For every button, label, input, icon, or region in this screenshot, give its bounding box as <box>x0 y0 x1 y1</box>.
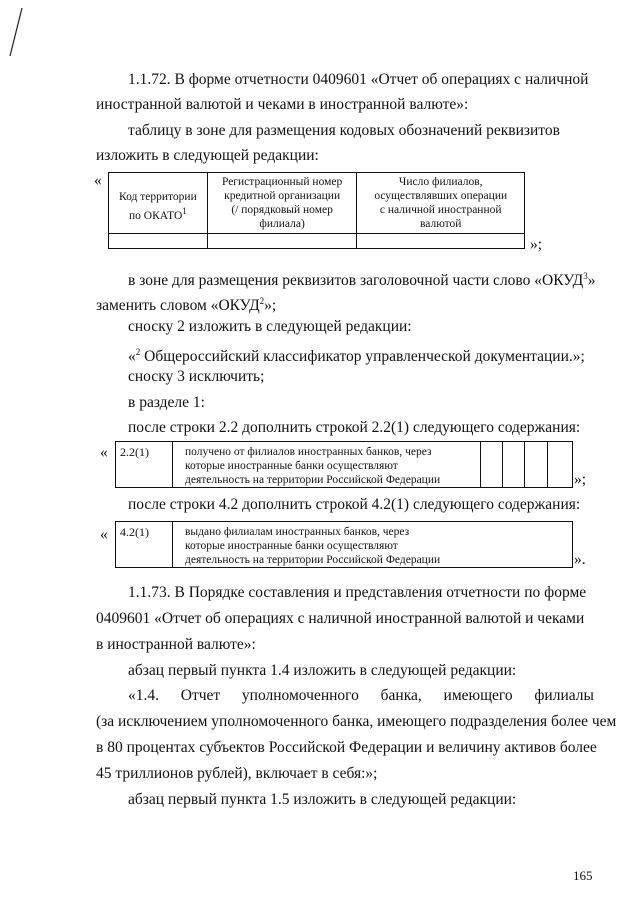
row2-text-line2: которые иностранные банки осуществляют <box>185 540 398 552</box>
paragraph-1-1-73-line3: в иностранной валюте»: <box>96 636 256 653</box>
code-designations-table <box>108 172 525 249</box>
row1-divider <box>172 442 173 487</box>
word: уполномоченного <box>241 687 359 704</box>
header-branches-count <box>357 173 525 234</box>
row2-text-line1: выдано филиалам иностранных банков, через <box>185 526 410 538</box>
row2-divider <box>172 522 173 567</box>
paragraph-after-4-2: после строки 4.2 дополнить строкой 4.2(1) следующего содержания: <box>128 496 581 513</box>
okud-text1: в зоне для размещения реквизитов заголовочной части слово «ОКУД <box>128 272 584 290</box>
row1-col-line <box>480 442 481 487</box>
header-reg-line2: кредитной организации <box>224 190 341 202</box>
row1-text-line3: деятельность на территории Российской Федерации <box>185 474 441 486</box>
cell-empty-2 <box>207 234 357 249</box>
paragraph-section1: в разделе 1: <box>128 394 205 411</box>
header-branches-line2: осуществлявших операции <box>374 190 508 202</box>
okud-text3: »; <box>264 297 277 315</box>
row1-col-line <box>547 442 548 487</box>
row1-col-line <box>524 442 525 487</box>
page-number: 165 <box>573 868 593 883</box>
okud-sup2: 2 <box>259 296 265 306</box>
quote-open-row1: « <box>100 444 108 461</box>
row2-code: 4.2(1) <box>120 525 149 539</box>
paragraph-1-1-72-line1: 1.1.72. В форме отчетности 0409601 «Отчет об операциях с наличной <box>128 71 589 88</box>
margin-pen-mark <box>8 6 24 60</box>
paragraph-table-intro-line2: изложить в следующей редакции: <box>96 147 319 164</box>
okud-sup3: 3 <box>583 271 588 281</box>
quote-close-row1: »; <box>574 471 587 488</box>
fn2-text: Общероссийский классификатор управленческой документации.»; <box>140 348 585 366</box>
paragraph-1-4-line4: 45 триллионов рублей), включает в себя:»; <box>96 765 378 782</box>
quote-open-table1: « <box>94 172 102 189</box>
header-okato-line2: по ОКАТО <box>129 209 183 222</box>
footnote-ref-1: 1 <box>182 206 187 216</box>
paragraph-1-1-73-line1: 1.1.73. В Порядке составления и представления отчетности по форме <box>128 584 587 601</box>
paragraph-table-intro-line1: таблицу в зоне для размещения кодовых обозначений реквизитов <box>128 122 560 139</box>
paragraph-1-4-line1 <box>128 686 594 706</box>
word: Отчет <box>180 687 221 704</box>
header-reg-line1: Регистрационный номер <box>221 176 343 188</box>
paragraph-footnote2: сноску 2 изложить в следующей редакции: <box>128 318 412 335</box>
cell-empty-1 <box>109 234 208 249</box>
cell-empty-3 <box>357 234 525 249</box>
header-branches-line4: валютой <box>419 218 462 230</box>
fn2-quote: « <box>128 348 136 366</box>
paragraph-after-2-2: после строки 2.2 дополнить строкой 2.2(1) следующего содержания: <box>128 419 581 436</box>
paragraph-1-1-72-line2: иностранной валютой и чеками в иностранной валюте»: <box>96 96 469 113</box>
quote-close-row2: ». <box>574 551 586 568</box>
paragraph-okud-line2 <box>96 291 276 316</box>
okud-text2: заменить словом «ОКУД <box>96 297 260 315</box>
paragraph-1-4-intro: абзац первый пункта 1.4 изложить в следующей редакции: <box>128 662 517 679</box>
row2-text-line3: деятельность на территории Российской Федерации <box>185 554 441 566</box>
paragraph-okud-line1 <box>128 266 595 291</box>
row1-text-line1: получено от филиалов иностранных банков, через <box>185 446 432 458</box>
header-registration-number <box>207 173 357 234</box>
row-2-2-1 <box>115 441 573 488</box>
word: «1.4. <box>128 687 159 704</box>
quote-close-table1: »; <box>530 236 543 253</box>
header-reg-line4: филиала) <box>259 218 305 230</box>
paragraph-1-4-line3: в 80 процентах субъектов Российской Федерации и величину активов более <box>96 739 597 756</box>
word: банка, <box>380 687 422 704</box>
row1-text-line2: которые иностранные банки осуществляют <box>185 460 398 472</box>
header-branches-line3: с наличной иностранной <box>379 204 502 216</box>
row-4-2-1 <box>115 521 573 568</box>
header-okato <box>109 173 208 234</box>
okud-end: » <box>587 272 596 290</box>
paragraph-1-5-intro: абзац первый пункта 1.5 изложить в следующей редакции: <box>128 791 517 808</box>
fn2-sup: 2 <box>135 347 141 357</box>
header-branches-line1: Число филиалов, <box>398 176 483 188</box>
word: филиалы <box>534 687 594 704</box>
word: имеющего <box>443 687 513 704</box>
paragraph-1-1-73-line2: 0409601 «Отчет об операциях с наличной иностранной валютой и чеками <box>96 610 585 627</box>
header-reg-line3: (/ порядковый номер <box>231 204 333 216</box>
header-okato-line1: Код территории <box>119 191 197 203</box>
paragraph-1-4-line2: (за исключением уполномоченного банка, имеющего подразделения более чем <box>96 713 617 730</box>
paragraph-footnote3: сноску 3 исключить; <box>128 368 265 385</box>
row1-col-line <box>502 442 503 487</box>
quote-open-row2: « <box>100 526 108 543</box>
row1-code: 2.2(1) <box>120 445 149 459</box>
paragraph-footnote2-text <box>128 342 585 367</box>
